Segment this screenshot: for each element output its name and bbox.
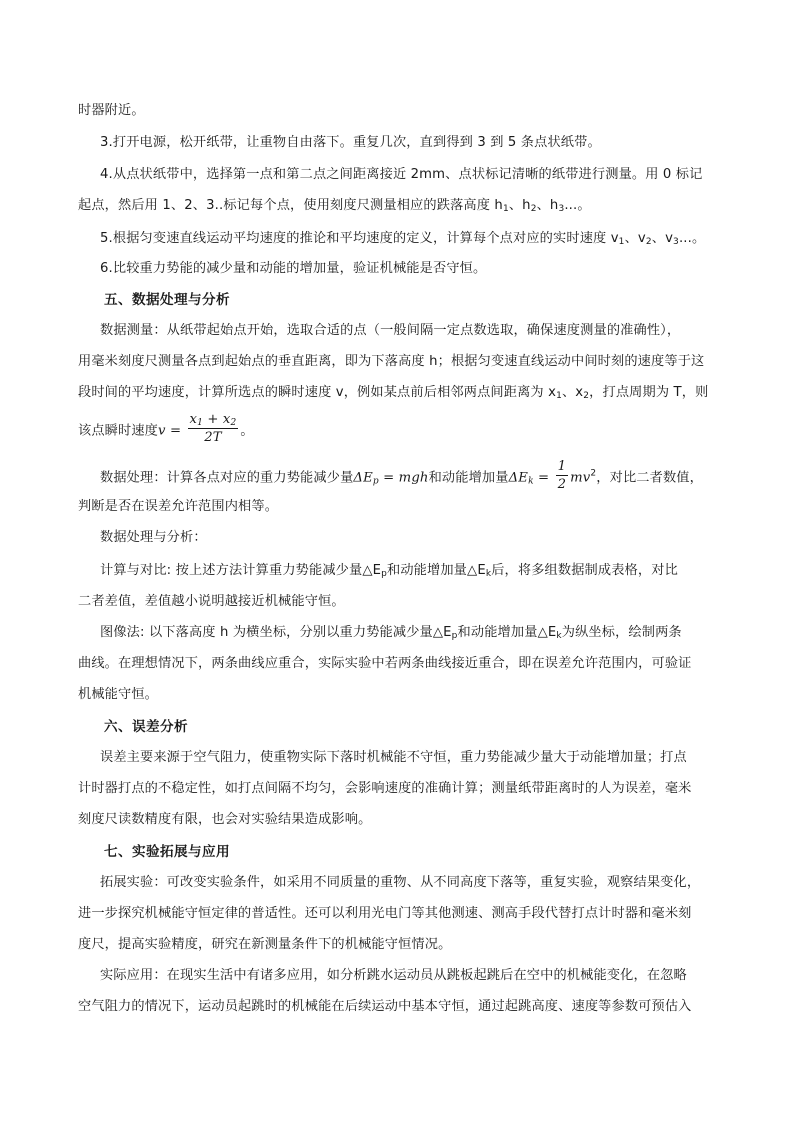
section-heading-5 (104, 290, 230, 310)
math-symbol: x (222, 412, 231, 427)
text-line (78, 196, 591, 216)
text-line (78, 592, 345, 612)
step-4-text (100, 165, 702, 185)
extension-text (100, 873, 700, 893)
heading-text: 五、数据处理与分析 (104, 292, 230, 308)
subscript: p (451, 631, 458, 641)
text-line (78, 810, 371, 830)
text-span: 图像法: 以下落高度 h 为横坐标，分别以重力势能减少量△E (100, 625, 452, 640)
text-span: 、h (536, 198, 559, 213)
fraction-denominator: 2 (557, 477, 567, 492)
text-span: 数据处理与分析： (100, 530, 207, 545)
text-span: 和动能增加量△E (387, 563, 486, 578)
text-span: 计算与对比: 按上述方法计算重力势能减少量△E (100, 563, 382, 578)
text-span: 为纵坐标，绘制两条 (561, 625, 682, 640)
text-line (78, 997, 692, 1017)
text-span: 判断是否在误差允许范围内相等。 (78, 499, 279, 514)
text-line (78, 935, 451, 955)
step-3-text (100, 133, 601, 153)
text-span: 数据处理：计算各点对应的重力势能减少量 (100, 470, 354, 486)
subscript: 2 (230, 418, 237, 428)
text-span: 数据测量：从纸带起始点开始，选取合适的点（一般间隔一定点数选取，确保速度测量的准确性）， (100, 323, 681, 338)
heading-text: 七、实验拓展与应用 (104, 844, 230, 860)
data-measurement-text (100, 321, 680, 341)
velocity-fraction (188, 412, 239, 445)
velocity-formula-line (78, 414, 254, 447)
text-span: 实际应用：在现实生活中有诸多应用，如分析跳水运动员从跳板起跳后在空中的机械能变化，在忽略 (100, 968, 687, 983)
subscript: 2 (645, 237, 652, 247)
text-line (78, 497, 278, 517)
heading-text: 六、误差分析 (104, 719, 188, 735)
subscript: k (528, 476, 534, 487)
text-span: 拓展实验：可改变实验条件，如采用不同质量的重物、从不同高度下落等，重复实验，观察结果变化， (100, 875, 701, 890)
text-line (78, 904, 692, 924)
data-processing-formula-line (100, 461, 703, 494)
text-span: 、v (624, 231, 646, 246)
text-span: 、h (508, 198, 531, 213)
subscript: 1 (618, 237, 625, 247)
subscript: 3 (673, 237, 679, 247)
text-span: ...。 (678, 231, 706, 246)
application-text (100, 966, 687, 986)
subscript: p (372, 476, 379, 487)
text-span: ，对比二者数值， (596, 470, 703, 486)
text-span: 进一步探究机械能守恒定律的普适性。还可以利用光电门等其他测速、测高手段代替打点计时器和毫米刻 (78, 906, 692, 921)
text-line (78, 685, 158, 705)
text-span: 和动能增加量△E (457, 625, 557, 640)
superscript: 2 (590, 468, 597, 479)
fraction-denominator: 2T (204, 430, 222, 445)
text-span: 刻度尺读数精度有限，也会对实验结果造成影响。 (78, 812, 372, 827)
subscript: 1 (556, 391, 562, 401)
section-heading-7 (104, 842, 230, 862)
text-span: 机械能守恒。 (78, 687, 159, 702)
text-line (78, 654, 692, 674)
text-span: 5.根据匀变速直线运动平均速度的推论和平均速度的定义，计算每个点对应的实时速度 v (100, 231, 619, 246)
text-line (78, 779, 692, 799)
math-symbol: = (165, 423, 186, 439)
subscript: p (381, 569, 387, 579)
error-analysis-text (100, 748, 687, 768)
text-span: 空气阻力的情况下，运动员起跳时的机械能在后续运动中基本守恒，通过起跳高度、速度等参数可预估入 (78, 999, 692, 1014)
math-symbol: + (203, 412, 223, 427)
math-symbol: = (533, 470, 554, 486)
text-span: 度尺，提高实验精度，研究在新测量条件下的机械能守恒情况。 (78, 937, 452, 952)
subscript: k (556, 631, 562, 641)
text-span: 段时间的平均速度，计算所选点的瞬时速度 v，例如某点前后相邻两点间距离为 x (78, 385, 557, 400)
subscript: 2 (530, 204, 537, 214)
fraction-numerator (188, 412, 239, 429)
subscript: 3 (558, 204, 565, 214)
subscript: 1 (197, 418, 204, 428)
calc-compare-text (100, 561, 678, 581)
subscript: 1 (502, 204, 509, 214)
math-symbol: ΔE (508, 470, 529, 486)
text-line (78, 352, 704, 372)
text-span: 计时器打点的不稳定性，如打点间隔不均匀，会影响速度的准确计算；测量纸带距离时的人为误差，毫米 (78, 781, 692, 796)
math-symbol: x (189, 412, 198, 427)
text-span: 用毫米刻度尺测量各点到起始点的垂直距离，即为下落高度 h；根据匀变速直线运动中间时刻的速度等于这 (78, 354, 705, 369)
text-span: 起点，然后用 1、2、3..标记每个点，使用刻度尺测量相应的跌落高度 h (78, 198, 503, 213)
text-span: ，打点周期为 T，则 (589, 385, 709, 400)
text-span: 3.打开电源，松开纸带，让重物自由落下。重复几次，直到得到 3 到 5 条点状纸带。 (100, 135, 601, 150)
step-5-text (100, 229, 705, 249)
fraction-numerator: 1 (557, 459, 567, 474)
text-span: 、v (651, 231, 674, 246)
text-span: 。 (240, 423, 254, 439)
step-6-text (100, 259, 486, 279)
text-span: 该点瞬时速度 (78, 423, 159, 439)
text-line (78, 383, 708, 403)
subscript: k (485, 569, 492, 579)
text-span: 时器附近。 (78, 103, 145, 118)
math-symbol: = mgh (378, 470, 429, 486)
text-span: 误差主要来源于空气阻力，使重物实际下落时机械能不守恒，重力势能减少量大于动能增加量；打点 (100, 750, 687, 765)
text-span: 、x (561, 385, 584, 400)
subsection-label (100, 528, 207, 548)
math-symbol: mv (570, 470, 591, 486)
text-span: 二者差值，差值越小说明越接近机械能守恒。 (78, 594, 345, 609)
text-span: 6.比较重力势能的减少量和动能的增加量，验证机械能是否守恒。 (100, 261, 487, 276)
half-fraction (556, 459, 569, 492)
text-line (78, 101, 145, 121)
text-span: 后，将多组数据制成表格，对比 (491, 563, 678, 578)
graph-method-text (100, 623, 682, 643)
text-span: ...。 (564, 198, 591, 213)
math-symbol: ΔE (353, 470, 373, 486)
subscript: 2 (583, 391, 590, 401)
text-span: 和动能增加量 (428, 470, 509, 486)
section-heading-6 (104, 717, 188, 737)
text-span: 4.从点状纸带中，选择第一点和第二点之间距离接近 2mm、点状标记清晰的纸带进行测量。用 0 标记 (100, 167, 703, 182)
text-span: 曲线。在理想情况下，两条曲线应重合，实际实验中若两条曲线接近重合，即在误差允许范围内，可验证 (78, 656, 692, 671)
math-symbol: v (158, 423, 166, 439)
